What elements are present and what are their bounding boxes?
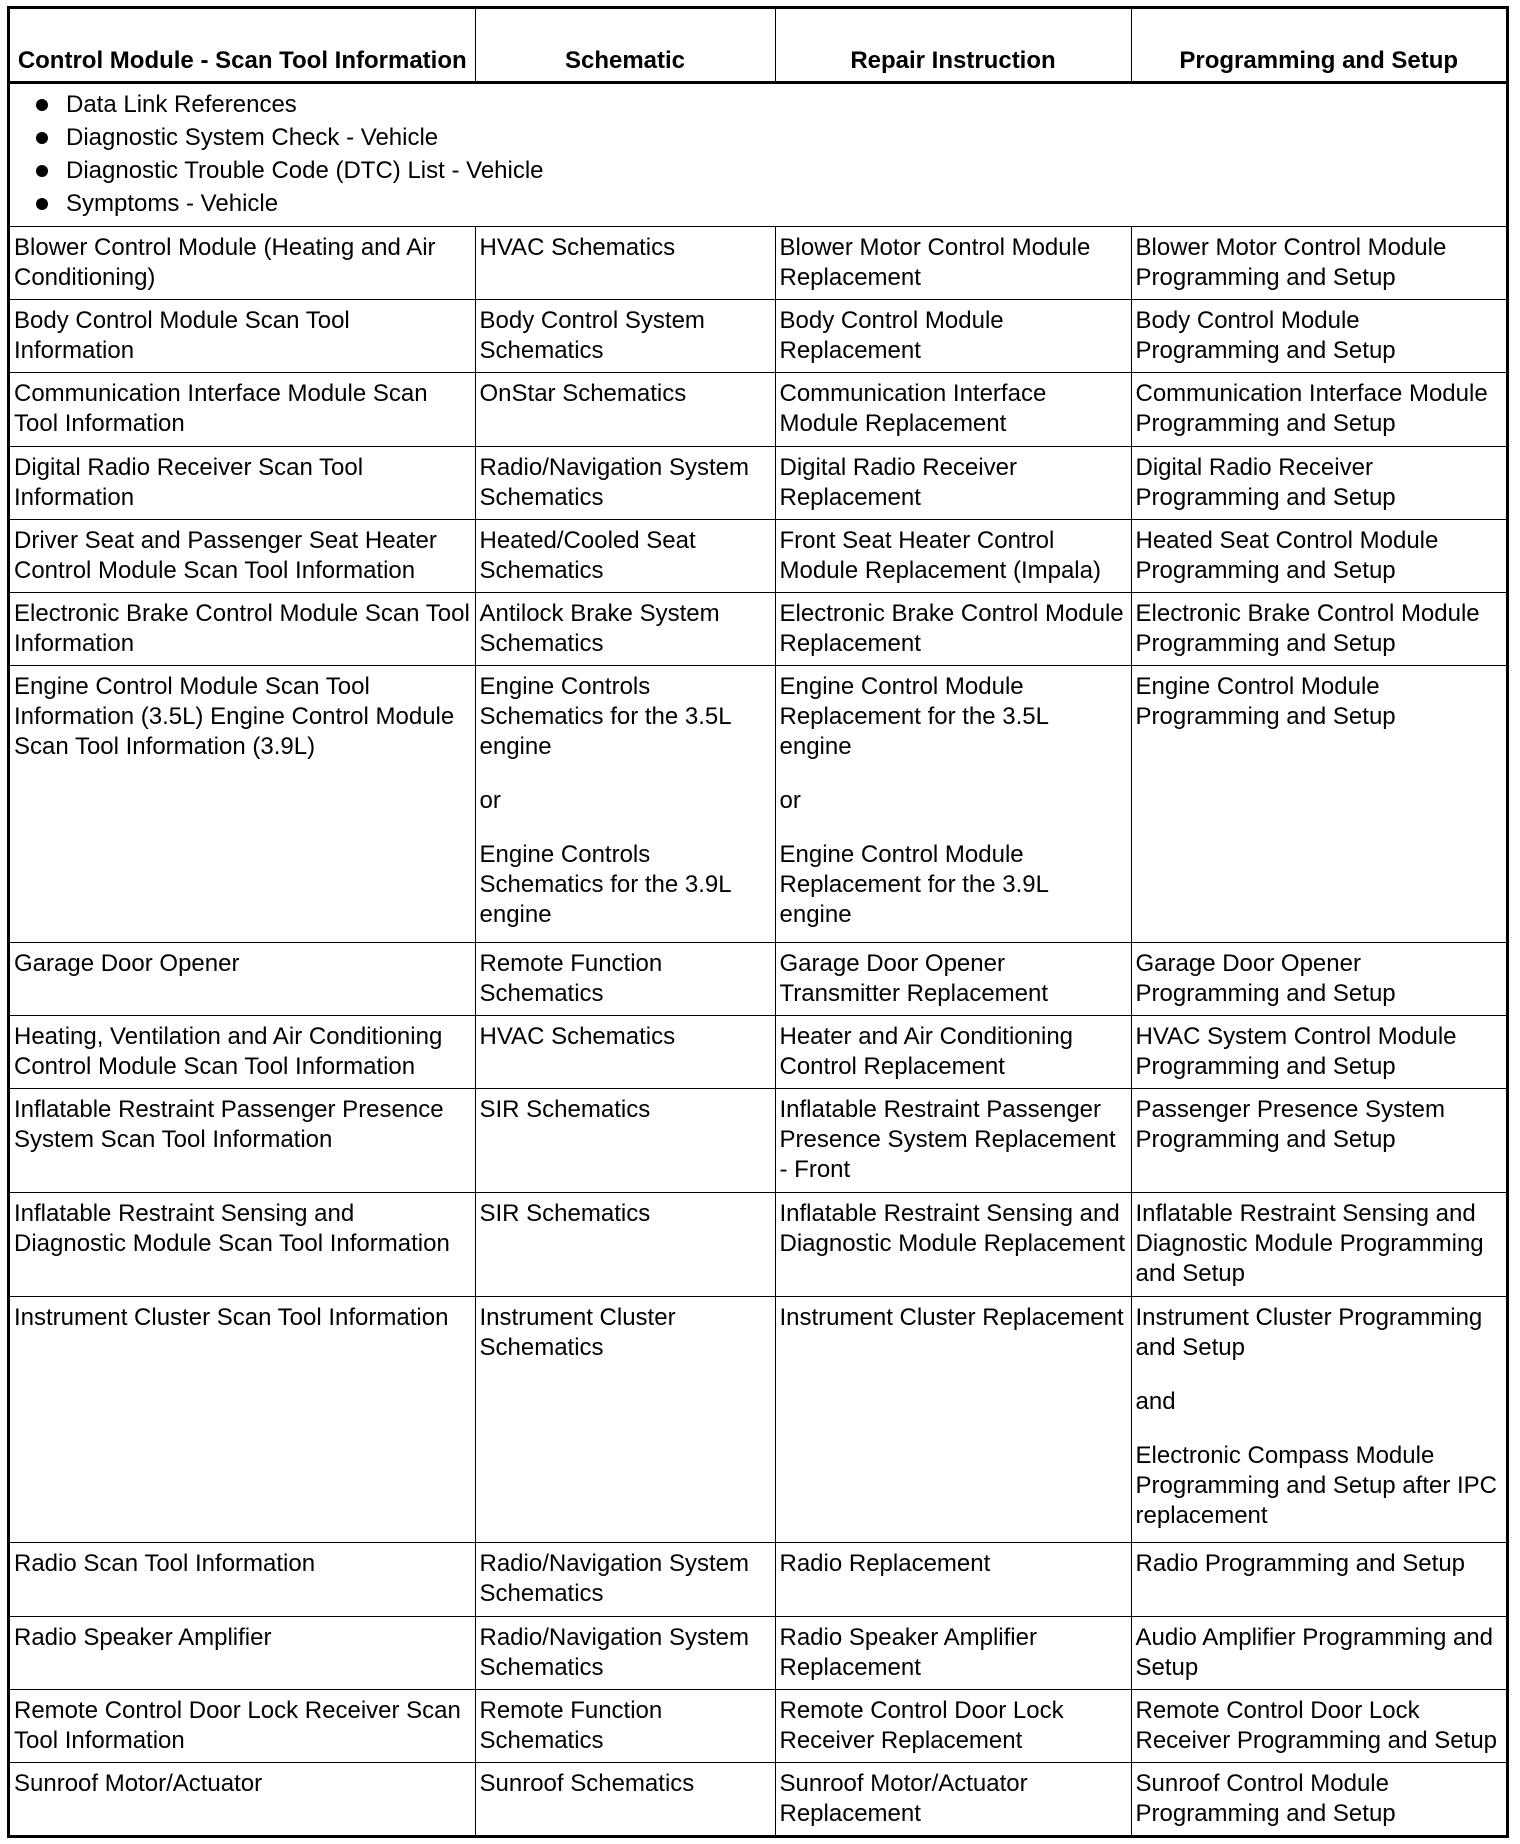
schematic-cell[interactable]: Antilock Brake System Schematics [475,592,775,665]
module-cell[interactable]: Radio Speaker Amplifier [10,1616,475,1689]
repair-cell[interactable]: Radio Speaker Amplifier Replacement [775,1616,1131,1689]
module-cell[interactable]: Inflatable Restraint Sensing and Diagnostic Module Scan Tool Information [10,1193,475,1297]
programming-cell[interactable]: Heated Seat Control Module Programming and Setup [1131,519,1506,592]
link-item[interactable]: Diagnostic System Check - Vehicle [32,121,1502,154]
repair-link[interactable]: Engine Control Module Replacement for the 3.9L engine [779,840,1049,928]
programming-cell[interactable]: Body Control Module Programming and Setup [1131,300,1506,373]
programming-cell[interactable]: Inflatable Restraint Sensing and Diagnostic Module Programming and Setup [1131,1193,1506,1297]
programming-cell[interactable]: Radio Programming and Setup [1131,1543,1506,1616]
repair-cell[interactable]: Inflatable Restraint Sensing and Diagnostic Module Replacement [775,1193,1131,1297]
header-programming: Programming and Setup [1131,9,1506,83]
programming-cell[interactable]: Digital Radio Receiver Programming and Setup [1131,446,1506,519]
module-table [10,9,1506,1835]
repair-cell[interactable]: Garage Door Opener Transmitter Replacement [775,943,1131,1016]
header-row [10,9,1506,83]
repair-cell[interactable]: Sunroof Motor/Actuator Replacement [775,1762,1131,1835]
repair-cell[interactable]: Digital Radio Receiver Replacement [775,446,1131,519]
module-cell[interactable]: Sunroof Motor/Actuator [10,1762,475,1835]
schematic-cell[interactable]: Sunroof Schematics [475,1762,775,1835]
module-cell[interactable]: Engine Control Module Scan Tool Information (3.5L) Engine Control Module Scan Tool Information (3.9L) [10,665,475,942]
general-links-row [10,83,1506,227]
module-cell[interactable]: Body Control Module Scan Tool Information [10,300,475,373]
repair-cell [775,665,1131,942]
schematic-cell[interactable]: SIR Schematics [475,1193,775,1297]
module-cell[interactable]: Blower Control Module (Heating and Air Conditioning) [10,227,475,300]
repair-cell[interactable]: Heater and Air Conditioning Control Replacement [775,1016,1131,1089]
table-row [10,300,1506,373]
module-cell[interactable]: Instrument Cluster Scan Tool Information [10,1297,475,1543]
schematic-cell[interactable]: Body Control System Schematics [475,300,775,373]
or-text: or [479,786,501,814]
table-row [10,1762,1506,1835]
control-module-reference-table [7,6,1509,1838]
programming-cell[interactable]: Sunroof Control Module Programming and Setup [1131,1762,1506,1835]
module-cell[interactable]: Digital Radio Receiver Scan Tool Information [10,446,475,519]
schematic-cell[interactable]: HVAC Schematics [475,227,775,300]
or-text: or [779,786,801,814]
schematic-link[interactable]: Engine Controls Schematics for the 3.9L engine [479,840,731,928]
repair-link[interactable]: Engine Control Module Replacement for the 3.5L engine [779,672,1049,760]
table-row [10,1016,1506,1089]
schematic-cell [475,665,775,942]
module-cell[interactable]: Remote Control Door Lock Receiver Scan Tool Information [10,1689,475,1762]
programming-link[interactable]: Instrument Cluster Programming and Setup [1135,1304,1483,1362]
programming-cell[interactable]: Engine Control Module Programming and Setup [1131,665,1506,942]
schematic-link[interactable]: Engine Controls Schematics for the 3.5L engine [479,672,731,760]
link-item[interactable]: Diagnostic Trouble Code (DTC) List - Vehicle [32,154,1502,187]
bullet-icon [36,99,48,111]
schematic-cell[interactable]: Radio/Navigation System Schematics [475,446,775,519]
table-row [10,519,1506,592]
programming-cell[interactable]: Passenger Presence System Programming and Setup [1131,1089,1506,1193]
programming-cell[interactable]: HVAC System Control Module Programming and Setup [1131,1016,1506,1089]
schematic-cell[interactable]: Instrument Cluster Schematics [475,1297,775,1543]
and-text: and [1135,1388,1176,1416]
repair-cell[interactable]: Electronic Brake Control Module Replacement [775,592,1131,665]
programming-cell [1131,1297,1506,1543]
module-cell[interactable]: Driver Seat and Passenger Seat Heater Control Module Scan Tool Information [10,519,475,592]
table-row [10,1689,1506,1762]
bullet-icon [36,132,48,144]
table-row [10,1543,1506,1616]
schematic-cell[interactable]: Remote Function Schematics [475,1689,775,1762]
module-cell[interactable]: Inflatable Restraint Passenger Presence System Scan Tool Information [10,1089,475,1193]
schematic-cell[interactable]: Remote Function Schematics [475,943,775,1016]
link-item[interactable]: Data Link References [32,88,1502,121]
table-row [10,227,1506,300]
table-row [10,1616,1506,1689]
programming-cell[interactable]: Blower Motor Control Module Programming and Setup [1131,227,1506,300]
repair-cell[interactable]: Front Seat Heater Control Module Replacement (Impala) [775,519,1131,592]
header-schematic: Schematic [475,9,775,83]
schematic-cell[interactable]: OnStar Schematics [475,373,775,446]
repair-cell[interactable]: Instrument Cluster Replacement [775,1297,1131,1543]
programming-cell[interactable]: Garage Door Opener Programming and Setup [1131,943,1506,1016]
module-cell[interactable]: Heating, Ventilation and Air Conditioning Control Module Scan Tool Information [10,1016,475,1089]
repair-cell[interactable]: Blower Motor Control Module Replacement [775,227,1131,300]
schematic-cell[interactable]: Radio/Navigation System Schematics [475,1616,775,1689]
programming-cell[interactable]: Electronic Brake Control Module Programming and Setup [1131,592,1506,665]
schematic-cell[interactable]: Heated/Cooled Seat Schematics [475,519,775,592]
general-links-list [14,88,1502,220]
table-row [10,665,1506,942]
repair-cell[interactable]: Body Control Module Replacement [775,300,1131,373]
bullet-icon [36,198,48,210]
table-row [10,592,1506,665]
repair-cell[interactable]: Remote Control Door Lock Receiver Replacement [775,1689,1131,1762]
header-repair: Repair Instruction [775,9,1131,83]
repair-cell[interactable]: Communication Interface Module Replacement [775,373,1131,446]
programming-link[interactable]: Electronic Compass Module Programming and Setup after IPC replacement [1135,1442,1498,1530]
table-row [10,373,1506,446]
table-row [10,1297,1506,1543]
module-cell[interactable]: Garage Door Opener [10,943,475,1016]
module-cell[interactable]: Radio Scan Tool Information [10,1543,475,1616]
header-module: Control Module - Scan Tool Information [10,9,475,83]
repair-cell[interactable]: Inflatable Restraint Passenger Presence System Replacement - Front [775,1089,1131,1193]
table-row [10,446,1506,519]
programming-cell[interactable]: Remote Control Door Lock Receiver Programming and Setup [1131,1689,1506,1762]
schematic-cell[interactable]: HVAC Schematics [475,1016,775,1089]
module-cell[interactable]: Communication Interface Module Scan Tool Information [10,373,475,446]
repair-cell[interactable]: Radio Replacement [775,1543,1131,1616]
table-row [10,1089,1506,1193]
schematic-cell[interactable]: SIR Schematics [475,1089,775,1193]
programming-cell[interactable]: Communication Interface Module Programming and Setup [1131,373,1506,446]
link-item[interactable]: Symptoms - Vehicle [32,187,1502,220]
module-cell[interactable]: Electronic Brake Control Module Scan Tool Information [10,592,475,665]
table-row [10,943,1506,1016]
schematic-cell[interactable]: Radio/Navigation System Schematics [475,1543,775,1616]
programming-cell[interactable]: Audio Amplifier Programming and Setup [1131,1616,1506,1689]
bullet-icon [36,165,48,177]
table-row [10,1193,1506,1297]
